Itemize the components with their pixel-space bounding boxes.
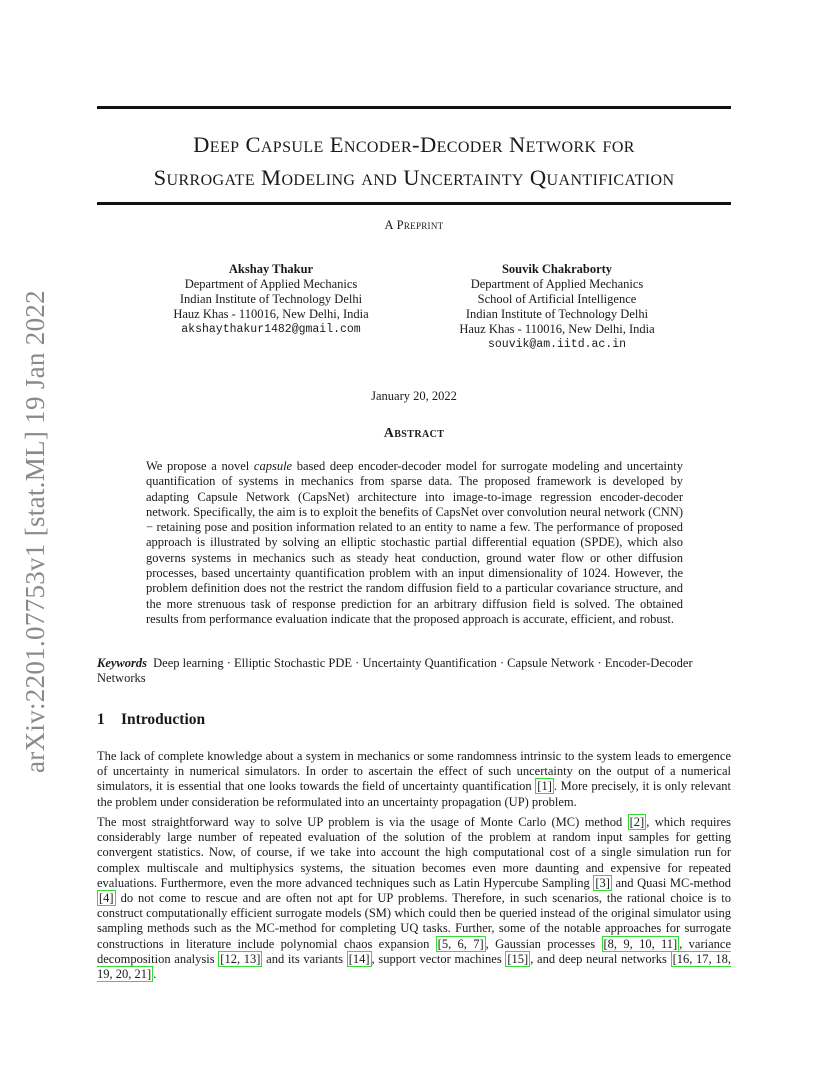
citation-link[interactable]: [4]	[99, 891, 114, 906]
title-bottom-rule	[97, 202, 731, 205]
citation-link[interactable]: [15]	[507, 951, 529, 966]
paragraph-text: , and deep neural networks	[530, 951, 671, 966]
author-name: Akshay Thakur	[228, 262, 314, 276]
paragraph-text: , support vector machines	[371, 951, 506, 966]
abstract-heading: Abstract	[383, 426, 445, 441]
section-heading-introduction	[97, 711, 205, 729]
abstract-emphasis: capsule	[253, 459, 293, 473]
keywords-text: Deep learning · Elliptic Stochastic PDE · Uncertainty Quantification · Capsule Network · Encoder-Decoder Networks	[97, 656, 693, 686]
abstract-text: based deep encoder-decoder model for surrogate modeling and uncertainty quantification of systems in mechanics from sparse data. The proposed framework is developed by adapting Capsule Network (CapsNet) architecture into image-to-image regression encoder-decoder network. Specifically, the aim is to exploit the benefits of CapsNet over convolution neural network (CNN) − retaining pose and position information related to an entity to name a few. The performance of proposed approach is illustrated by solving an elliptic stochastic partial differential equation (SPDE), which also governs systems in mechanics such as steady heat conduction, ground water flow or other diffusion processes, based uncertainty quantification problem with an input dimensionality of 1024. However, the problem definition does not the restrict the random diffusion field to a particular covariance structure, and the more strenuous task of response prediction for an arbitrary diffusion field is solved. The obtained results from performance evaluation indicate that the proposed approach is accurate, efficient, and robust.	[146, 459, 683, 626]
title-top-rule	[97, 106, 731, 109]
author-institution: Indian Institute of Technology Delhi	[179, 292, 363, 306]
author-address: Hauz Khas - 110016, New Delhi, India	[459, 322, 655, 336]
citation-link[interactable]: [12, 13]	[220, 951, 261, 966]
paragraph-text: and Quasi MC-method	[611, 875, 731, 890]
author-institution: Indian Institute of Technology Delhi	[465, 307, 649, 321]
paragraph-text: .	[153, 967, 157, 982]
citation-link[interactable]: [2]	[629, 815, 645, 829]
intro-paragraph-1	[97, 749, 731, 810]
paragraph-text: The lack of complete knowledge about a system in mechanics or some randomness intrinsic to the system leads to emergence of uncertainty in numerical simulators. In order to ascertain the effect of such uncertainty on the output of a numerical simulators, it is essential that one looks towards the field of uncertainty quantification	[97, 749, 731, 794]
preprint-label: A Preprint	[384, 218, 444, 232]
citation-link[interactable]: [1]	[537, 779, 552, 794]
author-email[interactable]: souvik@am.iitd.ac.in	[487, 338, 627, 351]
author-address: Hauz Khas - 110016, New Delhi, India	[173, 307, 369, 321]
author-name: Souvik Chakraborty	[501, 262, 613, 276]
paragraph-text: do not come to rescue and are often not apt for UP problems. Therefore, in such scenarios, the rational choice is to construct computationally efficient surrogate models (SM) which could then be queried instead of the original simulator using sampling methods such as the MC-method for completing UQ tasks. Further, some of the notable approaches for surrogate constructions in literature include polynomial chaos expansion	[97, 891, 731, 951]
citation-link[interactable]: [8, 9, 10, 11]	[603, 936, 678, 951]
title-line-1: Deep Capsule Encoder-Decoder Network for	[193, 132, 635, 157]
citation-link[interactable]: [5, 6, 7]	[437, 936, 484, 951]
citation-link[interactable]: [3]	[595, 875, 610, 890]
citation-link[interactable]: [16, 17, 18, 19, 20, 21]	[97, 951, 732, 982]
author-email[interactable]: akshaythakur1482@gmail.com	[181, 323, 361, 336]
paper-date: January 20, 2022	[371, 389, 457, 403]
author-department: Department of Applied Mechanics	[470, 277, 644, 291]
author-department: Department of Applied Mechanics	[184, 277, 358, 291]
paragraph-text: and its variants	[262, 951, 347, 966]
abstract-text: We propose a novel	[146, 459, 254, 473]
keywords	[97, 656, 731, 686]
paragraph-text: The most straightforward way to solve UP problem is via the usage of Monte Carlo (MC) method	[97, 815, 628, 829]
author-block-1	[155, 262, 387, 337]
keywords-label: Keywords	[97, 656, 147, 670]
section-title: Introduction	[121, 711, 206, 728]
author-block-2	[440, 262, 674, 352]
paragraph-text: , Gaussian processes	[485, 936, 602, 951]
section-number: 1	[97, 711, 105, 728]
paper-title	[97, 128, 731, 194]
paragraph-text: . More precisely, it is only relevant the problem under consideration be reformulated into an uncertainty propagation (UP) problem.	[97, 779, 731, 809]
abstract-body	[146, 459, 683, 627]
title-line-2: Surrogate Modeling and Uncertainty Quantification	[153, 165, 675, 190]
paragraph-text: , which requires considerably large number of repeated evaluation of the solution of the problem at random input samples for getting convergent statistics. Now, of course, if we take into account the high computational cost of a single simulation run for complex multiscale and multiphysics systems, the situation becomes even more daunting and expensive for repeated evaluations. Furthermore, even the more advanced techniques such as Latin Hypercube Sampling	[97, 815, 731, 890]
intro-paragraph-2	[97, 815, 731, 982]
paragraph-text: , variance decomposition analysis	[97, 936, 731, 966]
arxiv-side-stamp	[9, 286, 61, 776]
author-school: School of Artificial Intelligence	[477, 292, 637, 306]
citation-link[interactable]: [14]	[348, 951, 370, 966]
arxiv-stamp-text: arXiv:2201.07753v1 [stat.ML] 19 Jan 2022	[19, 289, 50, 773]
